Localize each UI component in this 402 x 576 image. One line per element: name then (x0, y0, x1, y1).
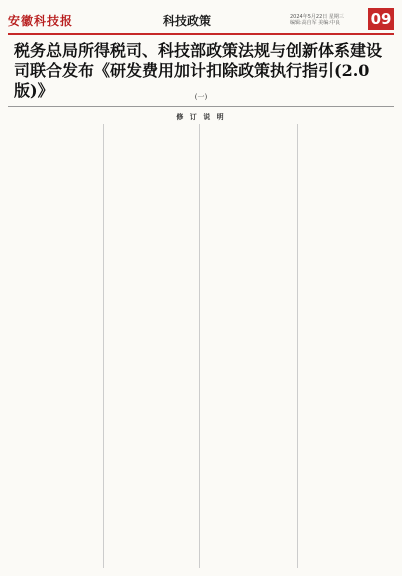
body-column-1 (10, 124, 100, 568)
page-number: 09 (368, 8, 394, 30)
date-block (290, 14, 344, 26)
masthead-rule (8, 33, 394, 35)
masthead (8, 8, 394, 32)
issue-date: 2024年5月22日 星期三 (290, 14, 344, 20)
column-divider (103, 124, 104, 568)
column-divider (199, 124, 200, 568)
subhead: (一) (194, 93, 208, 101)
headline-rule (8, 106, 394, 107)
body-column-2 (106, 124, 196, 568)
headline: 税务总局所得税司、科技部政策法规与创新体系建设司联合发布《研发费用加计扣除政策执行指引(2.0版)》 (14, 41, 383, 100)
newspaper-name: 安徽科技报 (8, 14, 74, 28)
editor-credits: 编辑:高自军 美编:中良 (290, 20, 340, 26)
section-title: 科技政策 (163, 14, 212, 28)
kicker: 修 订 说 明 (176, 112, 226, 121)
column-divider (297, 124, 298, 568)
body-column-4 (300, 124, 392, 568)
body-column-3 (202, 124, 294, 568)
